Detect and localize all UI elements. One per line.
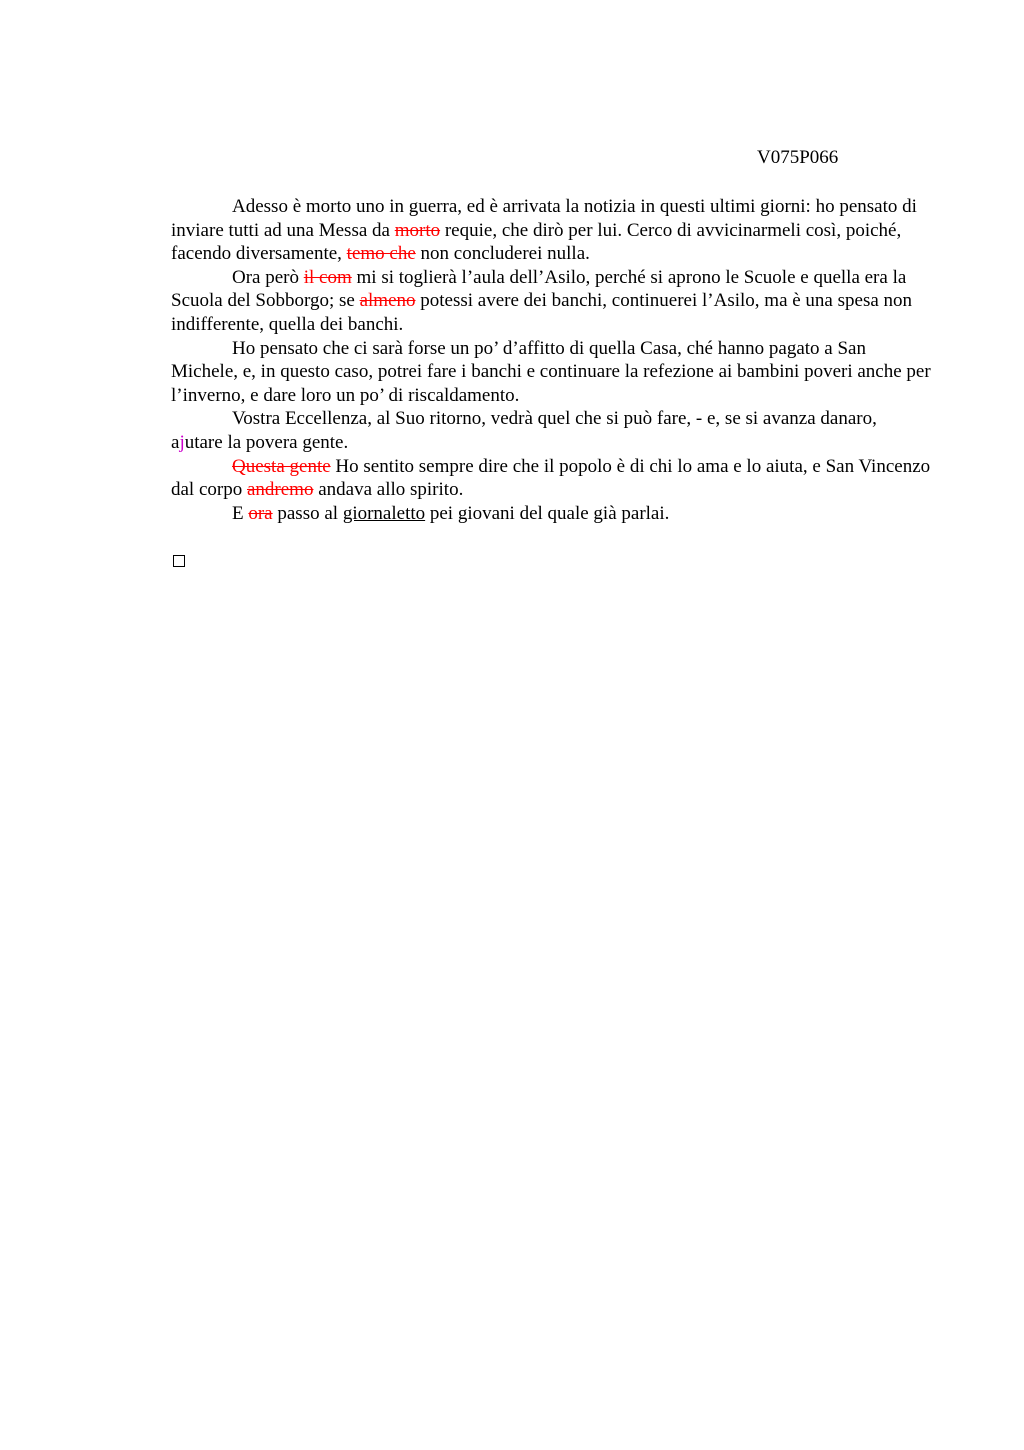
paragraph <box>171 195 931 266</box>
underlined-text: giornaletto <box>342 502 426 524</box>
text-run: Adesso è morto uno in guerra, ed è arrivata la notizia in questi ultimi giorni: ho pensato di inviare tutti ad una Messa da <box>171 196 917 241</box>
page-identifier: V075P066 <box>757 147 839 168</box>
text-run: Vostra Eccellenza, al Suo ritorno, vedrà quel che si può fare, - e, se si avanza danaro, a <box>171 408 877 453</box>
deleted-text: almeno <box>359 290 416 312</box>
paragraph <box>171 407 931 454</box>
text-run: E <box>232 502 249 524</box>
paragraph <box>171 502 931 526</box>
end-of-text-box <box>173 555 185 567</box>
text-run: Ho sentito sempre dire che il popolo è di chi lo ama e lo aiuta, e San Vincenzo dal corpo <box>171 455 931 501</box>
text-run: andava allo spirito. <box>313 479 464 501</box>
inserted-text: j <box>179 431 185 453</box>
deleted-text: il com <box>303 266 352 288</box>
letter-body <box>171 195 931 525</box>
paragraph <box>171 266 931 337</box>
text-run: passo al <box>272 502 343 524</box>
text-run: potessi avere dei banchi, continuerei l’Asilo, ma è una spesa non indifferente, quella dei banchi. <box>171 290 913 335</box>
deleted-text: ora <box>248 502 273 524</box>
deleted-text: andremo <box>246 479 314 501</box>
deleted-text: temo che <box>346 243 416 265</box>
text-run: Ho pensato che ci sarà forse un po’ d’affitto di quella Casa, ché hanno pagato a San Michele, e, in questo caso, potrei fare i banchi e continuare la refezione ai bambini poveri anche per l’inverno, e dare loro un po’ di riscaldamento. <box>171 337 931 406</box>
paragraph <box>171 455 931 502</box>
deleted-text: Questa gente <box>232 455 331 477</box>
text-run: non concluderei nulla. <box>415 243 590 265</box>
text-run: utare la povera gente. <box>184 431 349 453</box>
text-run: pei giovani del quale già parlai. <box>425 502 670 524</box>
paragraph <box>171 337 931 408</box>
text-run: mi si toglierà l’aula dell’Asilo, perché si aprono le Scuole e quella era la Scuola del Sobborgo; se <box>171 266 907 312</box>
text-run: Ora però <box>232 266 304 288</box>
text-run: requie, che dirò per lui. Cerco di avvicinarmeli così, poiché, facendo diversamente, <box>171 219 902 265</box>
deleted-text: morto <box>394 219 441 241</box>
